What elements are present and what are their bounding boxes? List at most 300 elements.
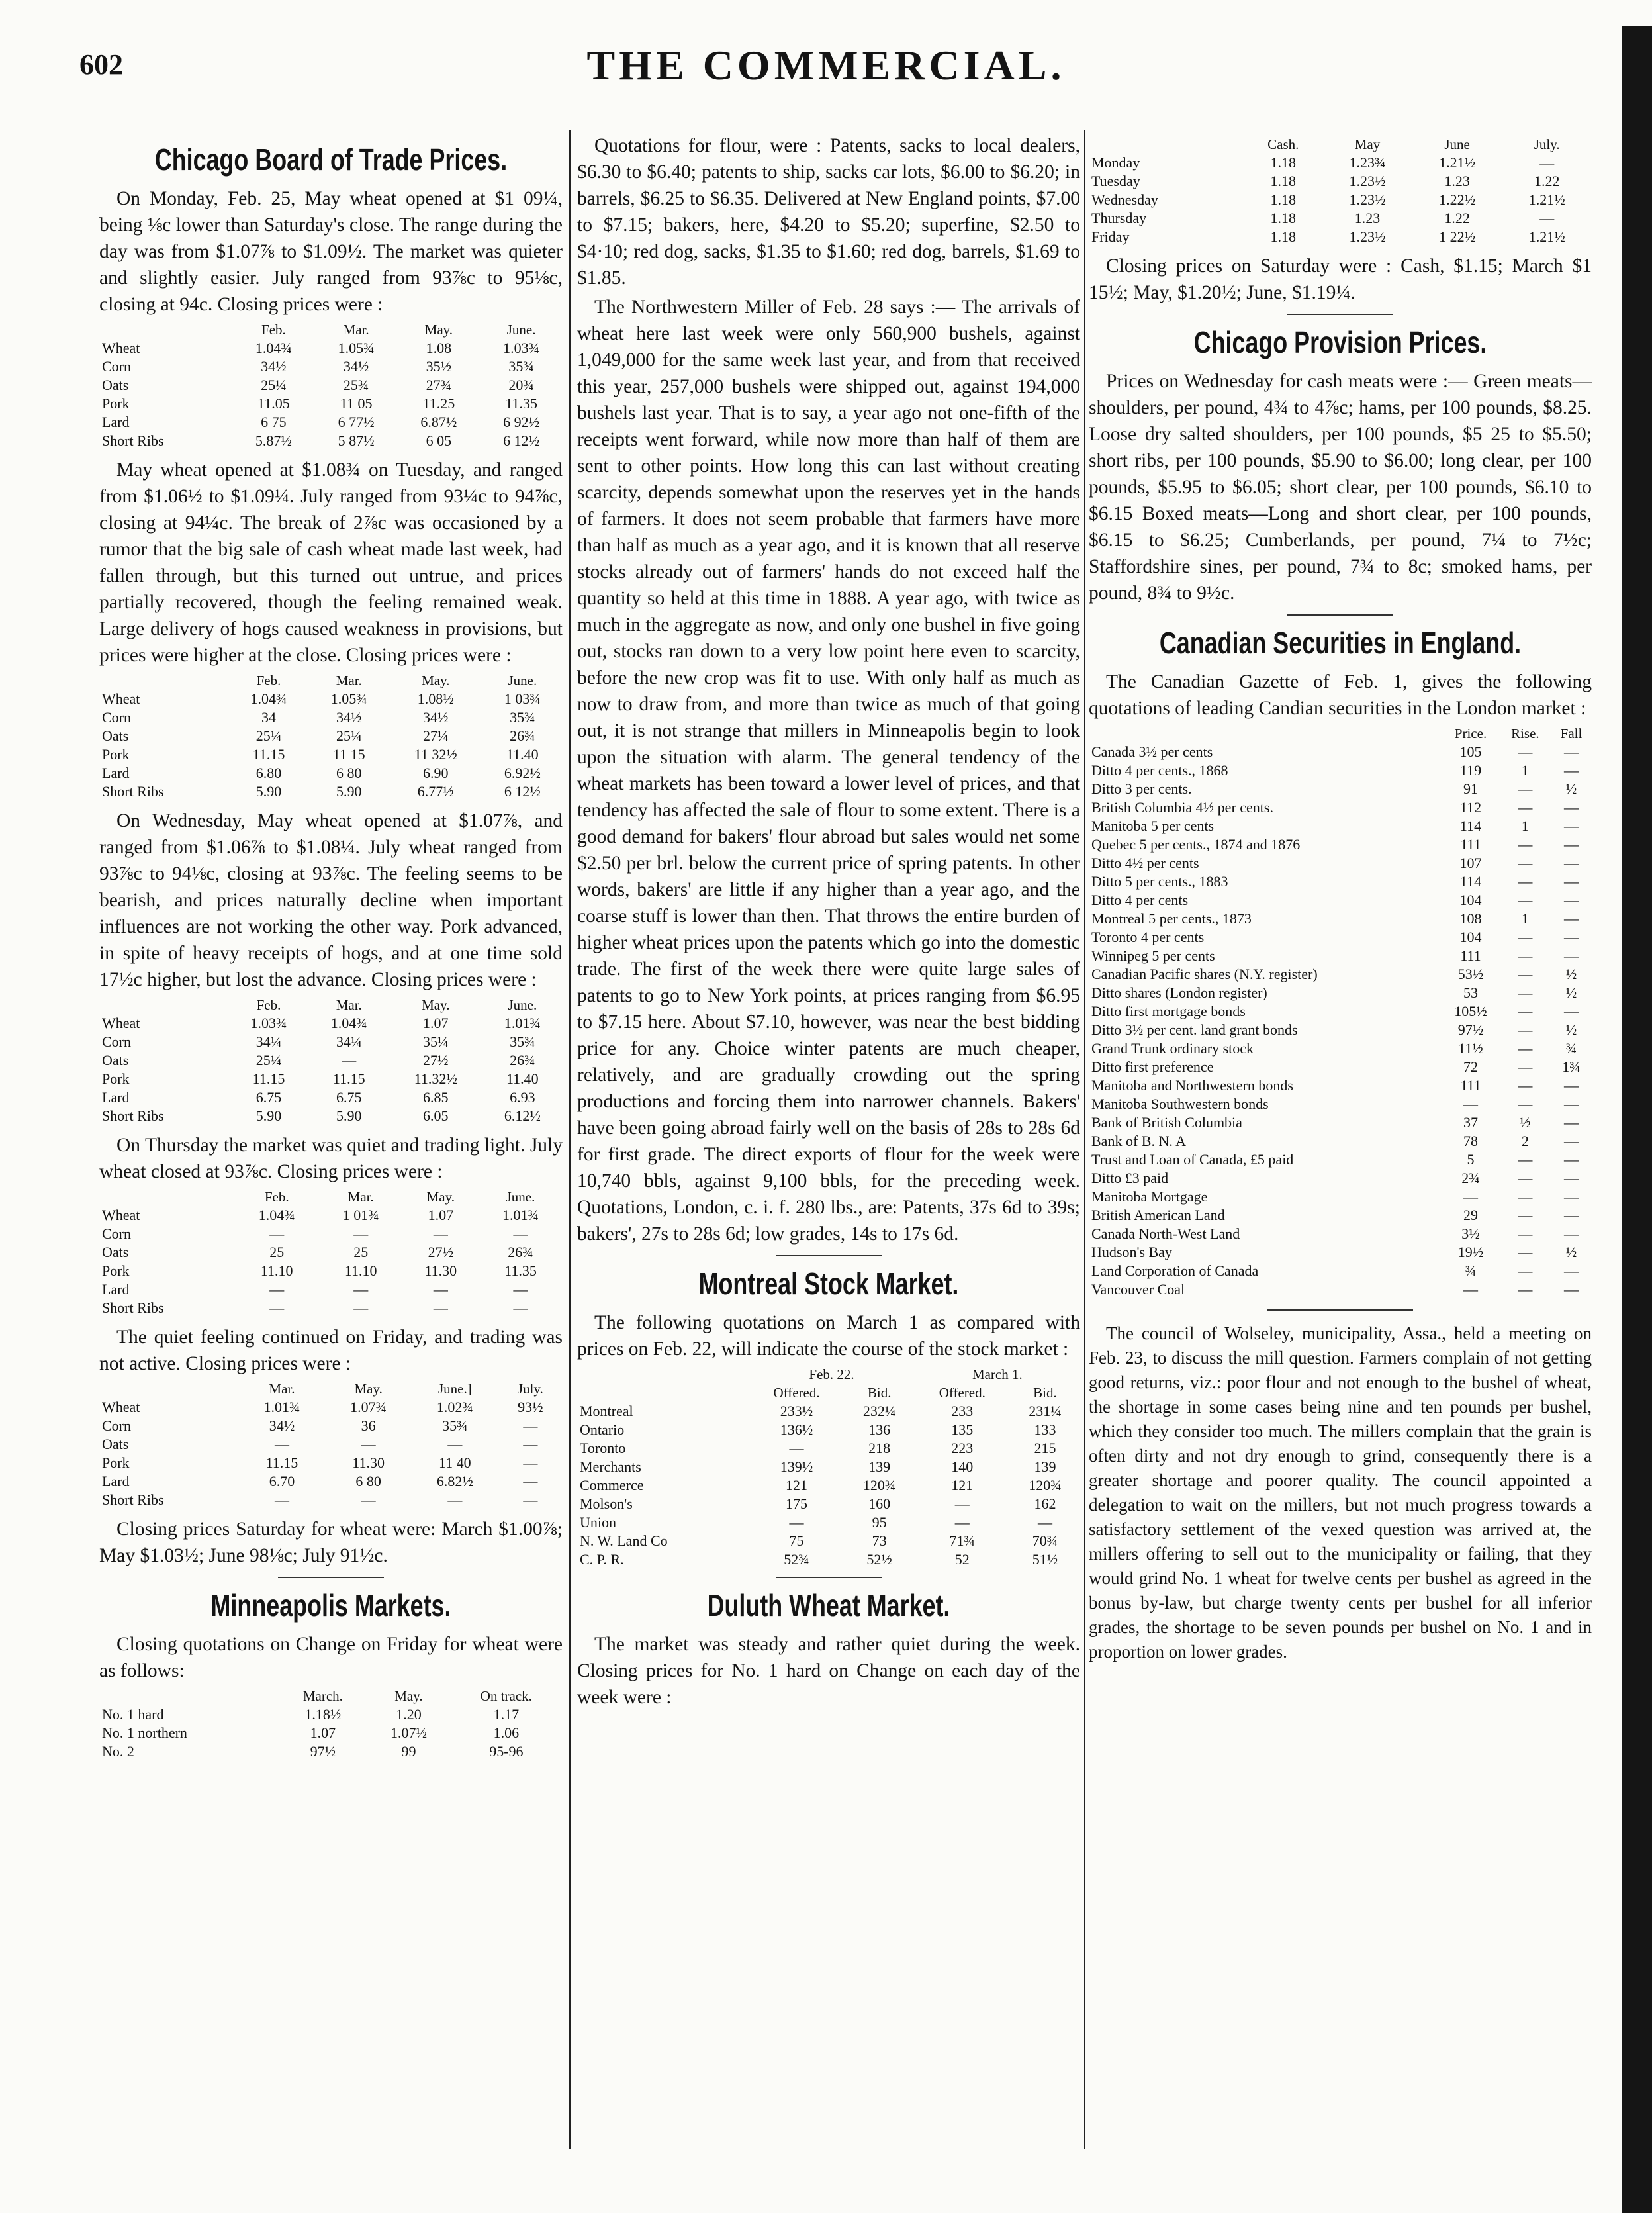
table-cell: 120¾ (862, 1477, 896, 1493)
column-3 (1089, 132, 1592, 2145)
header-row (99, 320, 563, 339)
table-row (1089, 743, 1592, 761)
row-label: Montreal (580, 1403, 633, 1419)
table-cell: 233 (951, 1403, 974, 1419)
row-label: Toronto 4 per cents (1091, 929, 1205, 945)
table-row (99, 1724, 563, 1742)
table-cell: — (1563, 799, 1579, 816)
table-cell: 111 (1460, 836, 1481, 853)
table-row (1089, 1243, 1592, 1262)
table-cell: 5.87½ (255, 432, 292, 449)
table-cell: — (1518, 984, 1533, 1001)
table-cell: — (361, 1491, 376, 1508)
table-cell: ½ (1565, 1021, 1577, 1038)
row-label: British American Land (1091, 1207, 1225, 1223)
column-header (99, 671, 228, 690)
row-label: Lard (102, 1473, 130, 1489)
column-header (99, 1687, 279, 1705)
table-cell: — (1563, 836, 1579, 853)
column-header: Mar. (347, 1189, 374, 1205)
row-label: Short Ribs (102, 783, 164, 800)
table-cell: 232¼ (862, 1403, 896, 1419)
table-cell: — (1563, 855, 1579, 871)
minneapolis-heading: Minneapolis Markets. (210, 1588, 451, 1623)
table-cell: — (1563, 1188, 1579, 1205)
column-header: Feb. (256, 997, 281, 1013)
table-cell: 6.87½ (420, 414, 457, 430)
table-cell: — (1539, 210, 1555, 226)
table-cell: — (1563, 743, 1579, 760)
table-cell: 11.35 (504, 1262, 537, 1279)
row-label: Grand Trunk ordinary stock (1091, 1040, 1254, 1057)
column-header: On track. (480, 1688, 532, 1704)
table-cell: 78 (1463, 1133, 1478, 1149)
table-cell: 11 15 (332, 746, 365, 763)
table-cell: 35¾ (510, 1033, 535, 1050)
row-label: Friday (1091, 228, 1130, 245)
group-header: Feb. 22. (809, 1366, 854, 1382)
section-rule (278, 1577, 384, 1578)
table-row (1089, 928, 1592, 947)
table-cell: 93½ (518, 1399, 543, 1415)
table-cell: 1.03¾ (503, 340, 540, 356)
table-cell: 1.23 (1444, 173, 1470, 189)
table-cell: 5.90 (255, 1107, 282, 1124)
table-row (1089, 1002, 1592, 1021)
table-cell: 34½ (423, 709, 449, 726)
table-cell: 6.80 (255, 765, 282, 781)
column-header (577, 1384, 749, 1402)
table-cell: — (1518, 799, 1533, 816)
column-header (99, 996, 228, 1014)
minneapolis-intro: Closing quotations on Change on Friday for wheat were as follows: (99, 1634, 563, 1681)
table-cell: — (353, 1299, 369, 1316)
table-cell: 1.07½ (390, 1724, 427, 1741)
table-cell: 2¾ (1461, 1170, 1480, 1186)
column-1 (99, 132, 563, 2145)
table-cell: 95-96 (489, 1743, 524, 1760)
table-row (99, 1107, 563, 1125)
table-row (99, 1705, 563, 1724)
section-rule (1267, 1309, 1413, 1311)
row-label: Manitoba Southwestern bonds (1091, 1096, 1269, 1112)
table-cell: — (1518, 780, 1533, 797)
table-cell: 6.05 (423, 1107, 449, 1124)
table-cell: 121 (786, 1477, 808, 1493)
provision-heading: Chicago Provision Prices. (1193, 325, 1487, 359)
row-label: Union (580, 1514, 616, 1530)
table-cell: — (1463, 1281, 1478, 1297)
table-cell: 162 (1034, 1495, 1056, 1512)
row-label: Land Corporation of Canada (1091, 1262, 1259, 1279)
table-cell: 133 (1034, 1421, 1056, 1438)
table-cell: 34¼ (255, 1033, 282, 1050)
table-row (99, 727, 563, 745)
row-label: Wheat (102, 1015, 140, 1031)
price-table-tuesday (99, 671, 563, 801)
table-cell: 35¾ (508, 358, 534, 375)
column-header: Rise. (1511, 726, 1539, 741)
row-label: Monday (1091, 154, 1140, 171)
table-cell: 6.85 (423, 1089, 449, 1106)
table-cell: 72 (1463, 1059, 1478, 1075)
scan-edge (1622, 26, 1652, 2213)
table-cell: 75 (789, 1532, 804, 1549)
wolseley-text: The council of Wolseley, municipality, Assa., held a meeting on Feb. 23, to discuss the mill question. Farmers complain of not getting good returns, viz.: poor flour and not enough to the bushel of wheat, the shortage in some cases being nine and ten pounds per bushel, which they consider too much. The millers complain that the grain is often dirty and not dry enough to grind, consequently there is a greater shortage and poorer quality. The council appointed a delegation to wait on the millers, but not much progress towards a satisfactory settlement of the vexed question was arrived at, the millers offering to sell out to the municipality or failing, that they would grind No. 1 wheat for twelve cents per bushel as agreed in the bonus by-law, but charge twenty cents per bushel for all inferior grades, the shortage to be seven pounds per bushel on No. 1 and in proportion on lower grades. (1089, 1323, 1592, 1662)
column-header (1089, 724, 1442, 743)
table-cell: 5 (1467, 1151, 1475, 1168)
chicago-thursday: On Thursday the market was quiet and trading light. July wheat closed at 93⅞c. Closing prices were : (99, 1135, 563, 1182)
table-cell: — (1518, 1096, 1533, 1112)
table-row (99, 1280, 563, 1299)
table-cell: 108 (1459, 910, 1482, 927)
table-cell: 25 (353, 1244, 369, 1260)
table-cell: 107 (1459, 855, 1482, 871)
table-cell: 1.20 (396, 1706, 422, 1722)
table-cell: 1.08½ (417, 690, 454, 707)
table-cell: 52 (954, 1551, 970, 1568)
table-cell: 11.15 (252, 1070, 285, 1087)
row-label: Lard (102, 1281, 130, 1297)
table-cell: 25¾ (343, 377, 369, 393)
header-row (99, 996, 563, 1014)
table-cell: 175 (786, 1495, 808, 1512)
table-cell: 51½ (1032, 1551, 1058, 1568)
table-row (577, 1513, 1080, 1532)
table-row (1089, 1021, 1592, 1039)
row-label: Oats (102, 1244, 129, 1260)
table-cell: — (274, 1491, 289, 1508)
table-cell: ½ (1565, 780, 1577, 797)
column-divider (1084, 130, 1085, 2149)
column-header: Mar. (269, 1381, 295, 1397)
table-cell: 5.90 (255, 783, 282, 800)
row-label: Wheat (102, 340, 140, 356)
row-label: Pork (102, 1262, 130, 1279)
table-cell: — (513, 1225, 528, 1242)
column-header: Fall (1560, 726, 1583, 741)
table-cell: 11½ (1458, 1040, 1483, 1057)
header-row (99, 671, 563, 690)
row-label: Ditto 3 per cents. (1091, 780, 1192, 797)
row-label: Winnipeg 5 per cents (1091, 947, 1215, 964)
table-row (99, 1262, 563, 1280)
table-cell: 34½ (261, 358, 287, 375)
table-cell: 27½ (428, 1244, 454, 1260)
column-header: May. (354, 1381, 383, 1397)
table-cell: 1.22½ (1439, 191, 1476, 208)
table-row (99, 1454, 563, 1472)
table-cell: — (1518, 1244, 1533, 1260)
column-divider (569, 130, 571, 2149)
table-cell: 34¼ (336, 1033, 362, 1050)
table-cell: — (1518, 1059, 1533, 1075)
table-row (99, 1417, 563, 1435)
table-cell: — (1518, 1021, 1533, 1038)
table-cell: 11.30 (352, 1454, 385, 1471)
table-cell: — (1518, 947, 1533, 964)
table-cell: — (1563, 929, 1579, 945)
table-cell: 25 (269, 1244, 285, 1260)
table-row (1089, 780, 1592, 798)
table-cell: 114 (1459, 873, 1482, 890)
table-row (99, 1243, 563, 1262)
table-cell: 5.90 (336, 1107, 362, 1124)
table-cell: 1.23¾ (1349, 154, 1386, 171)
table-cell: 6.93 (510, 1089, 535, 1106)
row-label: Ontario (580, 1421, 625, 1438)
table-row (1089, 891, 1592, 910)
row-label: Ditto 4 per cents (1091, 892, 1189, 908)
table-row (99, 708, 563, 727)
column-header: May. (394, 1688, 423, 1704)
table-cell: 6 75 (261, 414, 287, 430)
table-cell: ¾ (1465, 1262, 1477, 1279)
table-cell: 2 (1521, 1133, 1529, 1149)
table-row (1089, 1206, 1592, 1225)
table-cell: — (1518, 1040, 1533, 1057)
row-label: N. W. Land Co (580, 1532, 668, 1549)
row-label: Corn (102, 1225, 131, 1242)
column-header: May. (422, 673, 450, 688)
duluth-heading: Duluth Wheat Market. (707, 1588, 950, 1623)
table-cell: 223 (951, 1440, 974, 1456)
masthead-title: THE COMMERCIAL. (586, 42, 1066, 89)
column-header: May. (422, 997, 450, 1013)
table-cell: 20¾ (508, 377, 534, 393)
table-row (1089, 154, 1592, 172)
row-label: Merchants (580, 1458, 641, 1475)
chicago-monday: On Monday, Feb. 25, May wheat opened at $1 09¼, being ⅛c lower than Saturday's close. The range during the day was from $1.07⅞ to $1.09½. The market was quieter and slightly easier. July ranged from 93⅞c to 95⅛c, closing at 94c. Closing prices were : (99, 188, 563, 315)
table-cell: 105 (1459, 743, 1482, 760)
table-row (1089, 191, 1592, 209)
table-row (99, 395, 563, 413)
table-cell: 1.07 (428, 1207, 454, 1223)
table-row (1089, 947, 1592, 965)
table-row (99, 1491, 563, 1509)
table-cell: 1.21½ (1439, 154, 1476, 171)
table-cell: — (1037, 1514, 1052, 1530)
table-cell: 6 92½ (503, 414, 540, 430)
row-label: Canadian Pacific shares (N.Y. register) (1091, 966, 1318, 982)
column-header: June. (506, 322, 536, 338)
column-header: June. (506, 1189, 535, 1205)
table-cell: 97½ (1457, 1021, 1484, 1038)
column-header: June.] (437, 1381, 472, 1397)
table-cell: 233½ (780, 1403, 813, 1419)
table-cell: 112 (1459, 799, 1482, 816)
row-label: Short Ribs (102, 432, 164, 449)
table-cell: ½ (1520, 1114, 1531, 1131)
table-cell: — (433, 1299, 448, 1316)
canadian-header-row (1089, 724, 1592, 743)
table-cell: 1.08 (426, 340, 452, 356)
table-row (99, 764, 563, 782)
table-row (99, 357, 563, 376)
table-cell: 6.77½ (417, 783, 454, 800)
table-cell: 111 (1460, 947, 1481, 964)
table-cell: 26¾ (510, 1052, 535, 1068)
section-rule (1287, 614, 1393, 616)
table-cell: — (1518, 1225, 1533, 1242)
table-row (1089, 798, 1592, 817)
row-label: Corn (102, 1033, 131, 1050)
table-cell: 160 (868, 1495, 891, 1512)
table-cell: 139 (1034, 1458, 1056, 1475)
row-label: Wheat (102, 690, 140, 707)
price-table-friday (99, 1380, 563, 1509)
row-label: Montreal 5 per cents., 1873 (1091, 910, 1252, 927)
row-label: Lard (102, 765, 130, 781)
table-cell: 1.17 (493, 1706, 520, 1722)
table-cell: — (1563, 1151, 1579, 1168)
column-header (99, 320, 232, 339)
row-label: No. 1 hard (102, 1706, 164, 1722)
table-cell: — (513, 1299, 528, 1316)
table-row (577, 1402, 1080, 1421)
row-label: C. P. R. (580, 1551, 624, 1568)
table-cell: 1.07¾ (350, 1399, 387, 1415)
montreal-intro: The following quotations on March 1 as compared with prices on Feb. 22, will indicate the course of the stock market : (577, 1312, 1080, 1360)
row-label: Ditto 4½ per cents (1091, 855, 1199, 871)
table-cell: 97½ (310, 1743, 336, 1760)
table-cell: 139 (868, 1458, 891, 1475)
table-cell: 1.18 (1270, 173, 1296, 189)
table-row (577, 1532, 1080, 1550)
canadian-table (1089, 724, 1592, 1299)
table-cell: 11.30 (424, 1262, 457, 1279)
table-cell: 1.18 (1270, 191, 1296, 208)
table-cell: 1.07 (310, 1724, 336, 1741)
table-cell: — (1463, 1096, 1478, 1112)
table-row (1089, 761, 1592, 780)
row-label: Ditto shares (London register) (1091, 984, 1267, 1001)
table-cell: 6.90 (423, 765, 449, 781)
table-cell: — (1563, 1077, 1579, 1094)
table-cell: 35¼ (423, 1033, 449, 1050)
table-cell: — (1518, 929, 1533, 945)
table-cell: 35¾ (510, 709, 535, 726)
table-cell: 1.04¾ (255, 340, 292, 356)
table-cell: — (1518, 1077, 1533, 1094)
table-cell: — (1563, 947, 1579, 964)
table-cell: — (1563, 762, 1579, 778)
table-cell: — (789, 1440, 804, 1456)
table-cell: 52¾ (784, 1551, 809, 1568)
table-row (1089, 1058, 1592, 1076)
row-label: Short Ribs (102, 1299, 164, 1316)
table-row (1089, 1113, 1592, 1132)
northwestern-miller: The Northwestern Miller of Feb. 28 says :— The arrivals of wheat here last week were only 560,900 bushels, against 1,049,000 for the same week last year, and from that received this year, 257,000 bushels were shipped out, against 194,000 bushels last year. That is to say, a year ago not one-fifth of the receipts went forward, while now more than half of them are sent to other points. How long this can last without creating scarcity, depends somewhat upon the reserves yet in the hands of farmers. It does not seem probable that farmers have more than half as much as a year ago, and it is known that all reserve stocks already out of farmers' hands do not exceed half the quantity so held at this time in 1888. A year ago, with twice as much in the aggregate as now, and only one bushel in five going out, stocks ran down to a very low point here even to scarcity, before the new crop was fit to use. With only half as much as now to draw from, and more than twice as much of that going out, it is not strange that millers in Minneapolis begin to look upon the situation with alarm. The general tendency of the wheat markets has been toward a lower level of prices, and that tendency has affected the sale of flour to some extent. There is a good demand for bakers' flour abroad but sales would net some $2.50 per brl. below the current price of spring patents. In other words, bakers' are little if any higher than a year ago, and the coarse stuff is lower than then. That throws the entire burden of higher wheat prices upon the patents which go into the domestic trade. The first of the week there were quite large sales of patents to go to New York points, at prices ranging from $6.95 to $7.15 here. About $7.10, however, was near the best bidding price for any. Choice winter patents are much cheaper, relatively, and are gradually crowding out the spring productions and forcing them into narrower channels. Bakers' have been going abroad fairly well on the basis of 28s to 28s 6d for first grade. The direct exports of flour for the week were 10,740 bbls, against 9,100 bbls, for the preceding week. Quotations, London, c. i. f. 280 lbs., are: Patents, 37s 6d to 39s; bakers', 27s to 28s 6d; low grades, 14s to 17s 6d. (577, 297, 1080, 1245)
table-row (99, 413, 563, 432)
table-cell: — (523, 1454, 538, 1471)
table-cell: — (447, 1436, 463, 1452)
table-cell: — (1518, 855, 1533, 871)
table-cell: — (1563, 1096, 1579, 1112)
table-cell: 121 (951, 1477, 974, 1493)
table-cell: 11 05 (340, 395, 373, 412)
column-header: Offered. (773, 1385, 820, 1401)
row-label: Molson's (580, 1495, 633, 1512)
table-row (99, 1435, 563, 1454)
column-header: Bid. (1033, 1385, 1057, 1401)
table-cell: — (433, 1281, 448, 1297)
column-header (1089, 135, 1244, 154)
row-label: No. 1 northern (102, 1724, 187, 1741)
column-header: May. (424, 322, 453, 338)
table-cell: 11.32½ (414, 1070, 457, 1087)
table-row (1089, 872, 1592, 891)
table-row (577, 1550, 1080, 1569)
table-row (99, 1206, 563, 1225)
canadian-rows (1089, 743, 1592, 1299)
table-cell: 34½ (269, 1417, 295, 1434)
table-cell: — (1518, 1262, 1533, 1279)
table-cell: 1.03¾ (250, 1015, 287, 1031)
table-cell: 1 (1521, 762, 1529, 778)
table-row (99, 782, 563, 801)
table-cell: 1.05¾ (330, 690, 367, 707)
row-label: Lard (102, 1089, 130, 1106)
column-header: Mar. (336, 673, 362, 688)
row-label: Oats (102, 377, 129, 393)
row-label: Ditto 4 per cents., 1868 (1091, 762, 1228, 778)
table-row (1089, 1225, 1592, 1243)
chicago-tuesday: May wheat opened at $1.08¾ on Tuesday, and ranged from $1.06½ to $1.09¼. July ranged from 93¼c to 94⅞c, closing at 94¼c. The break of 2⅞c was occasioned by a rumor that the big sale of cash wheat made last week, had fallen through, but this turned out untrue, and prices partially recovered, though the feeling remained weak. Large delivery of hogs caused weakness in provisions, but prices were higher at the close. Closing prices were : (99, 459, 563, 666)
table-cell: 11.15 (265, 1454, 298, 1471)
table-cell: 120¾ (1029, 1477, 1062, 1493)
header-row (99, 1188, 563, 1206)
header-row (577, 1384, 1080, 1402)
table-cell: — (269, 1225, 285, 1242)
column-header: Price. (1454, 726, 1487, 741)
row-label: Ditto first preference (1091, 1059, 1214, 1075)
table-row (1089, 1095, 1592, 1113)
table-cell: 11.25 (422, 395, 455, 412)
section-rule (776, 1577, 882, 1578)
section-rule (1287, 314, 1393, 315)
table-cell: 25¼ (336, 728, 362, 744)
column-header: May. (426, 1189, 455, 1205)
table-cell: — (447, 1491, 463, 1508)
row-label: Tuesday (1091, 173, 1140, 189)
table-cell: — (1539, 154, 1555, 171)
table-cell: — (1463, 1188, 1478, 1205)
table-cell: — (1518, 1207, 1533, 1223)
table-cell: 25¼ (261, 377, 287, 393)
table-cell: 3½ (1461, 1225, 1480, 1242)
price-table-wednesday (99, 996, 563, 1125)
row-label: Ditto £3 paid (1091, 1170, 1169, 1186)
table-row (99, 376, 563, 395)
flour-quotations: Quotations for flour, were : Patents, sacks to local dealers, $6.30 to $6.40; patents to ship, sacks car lots, $6.00 to $6.20; in barrels, $6.25 to $6.35. Delivered at New England points, $7.00 to $7.15; bakers, here, $4.20 to $5.20; superfine, $2.50 to $4·10; red dog, sacks, $1.35 to $1.60; red dog, barrels, $1.69 to $1.85. (577, 135, 1080, 289)
table-row (99, 1033, 563, 1051)
table-row (1089, 172, 1592, 191)
page-number: 602 (79, 48, 123, 81)
table-cell: ½ (1565, 984, 1577, 1001)
header-row (1089, 135, 1592, 154)
table-cell: — (353, 1281, 369, 1297)
table-cell: — (1518, 1003, 1533, 1019)
chicago-saturday: Closing prices Saturday for wheat were: March $1.00⅞; May $1.03½; June 98⅛c; July 91½c. (99, 1519, 563, 1566)
canadian-intro: The Canadian Gazette of Feb. 1, gives the following quotations of leading Candian securities in the London market : (1089, 671, 1592, 719)
table-cell: 1.05¾ (338, 340, 375, 356)
table-cell: 35¾ (442, 1417, 468, 1434)
table-cell: 139½ (780, 1458, 813, 1475)
header-row (99, 1380, 563, 1398)
table-cell: — (433, 1225, 448, 1242)
table-row (1089, 1151, 1592, 1169)
